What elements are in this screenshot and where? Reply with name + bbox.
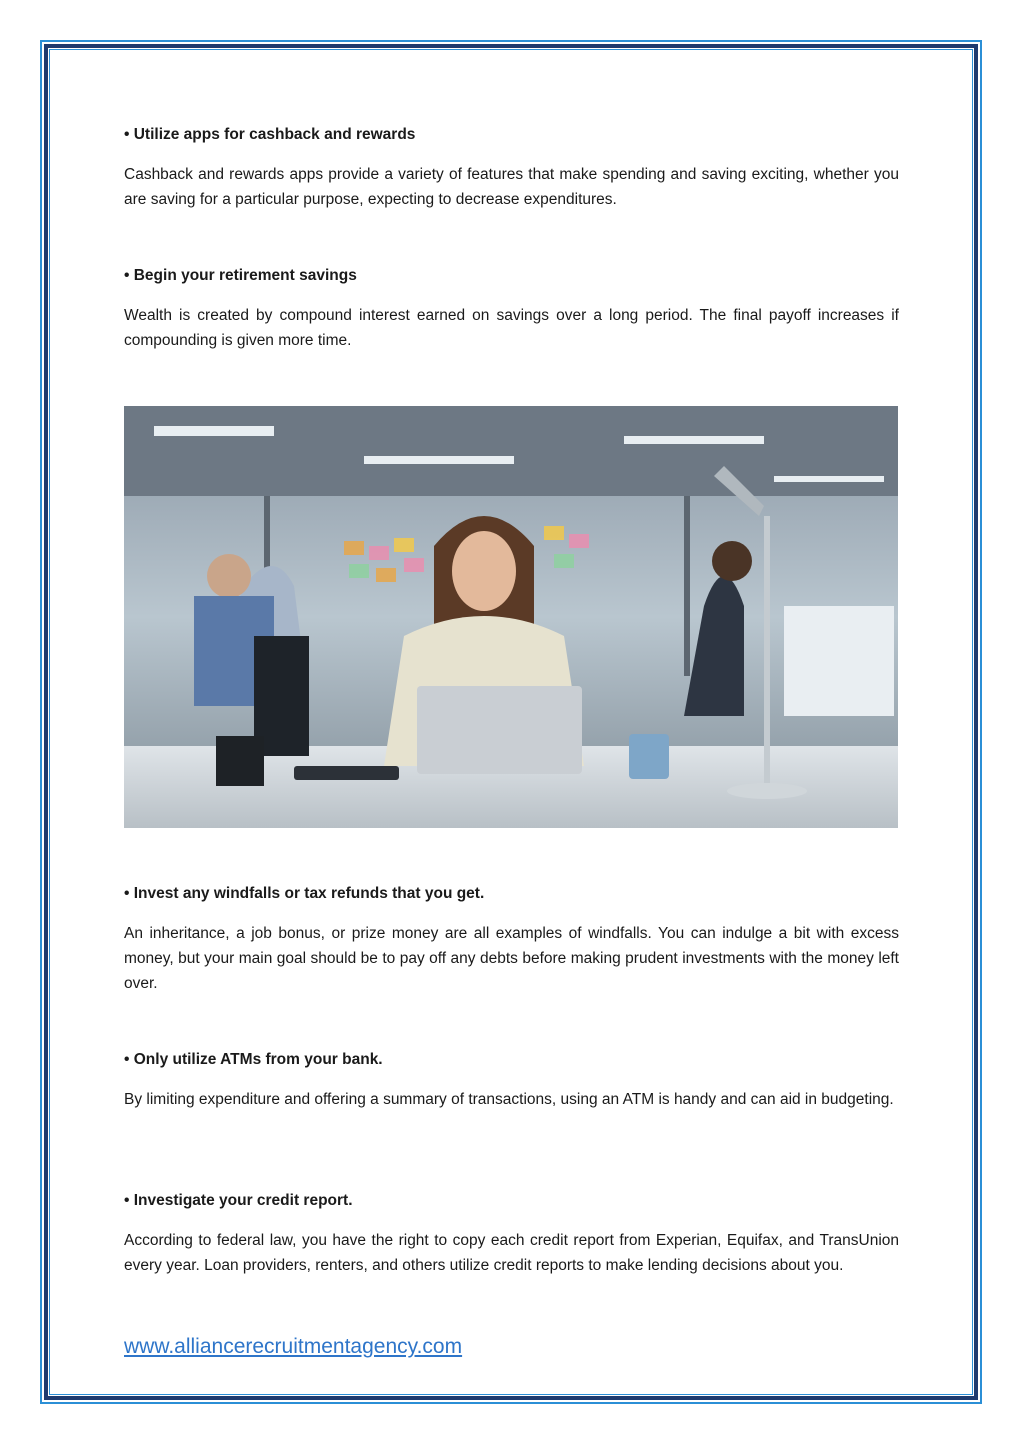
section-heading: • Utilize apps for cashback and rewards: [124, 126, 416, 143]
section-credit-report: [124, 1191, 899, 1278]
office-photo: [124, 406, 898, 828]
section-body: An inheritance, a job bonus, or prize money are all examples of windfalls. You can indulge a bit with excess money, but your main goal should be to pay off any debts before making prudent investments with the money left over.: [124, 925, 899, 992]
section-heading: • Invest any windfalls or tax refunds that you get.: [124, 885, 485, 902]
section-cashback-apps: [124, 125, 899, 212]
section-heading: • Begin your retirement savings: [124, 267, 357, 284]
section-body: According to federal law, you have the right to copy each credit report from Experian, Equifax, and TransUnion every year. Loan providers, renters, and others utilize credit reports to make lending decisions about you.: [124, 1232, 899, 1274]
section-atms: [124, 1050, 899, 1112]
section-heading: • Only utilize ATMs from your bank.: [124, 1051, 383, 1068]
section-body: Wealth is created by compound interest earned on savings over a long period. The final payoff increases if compounding is given more time.: [124, 307, 899, 349]
website-link[interactable]: www.alliancerecruitmentagency.com: [124, 1335, 463, 1358]
section-windfalls: [124, 884, 899, 996]
section-body: By limiting expenditure and offering a summary of transactions, using an ATM is handy and can aid in budgeting.: [124, 1091, 894, 1108]
section-retirement-savings: [124, 266, 899, 353]
section-body: Cashback and rewards apps provide a variety of features that make spending and saving exciting, whether you are saving for a particular purpose, expecting to decrease expenditures.: [124, 166, 899, 208]
section-heading: • Investigate your credit report.: [124, 1192, 353, 1209]
